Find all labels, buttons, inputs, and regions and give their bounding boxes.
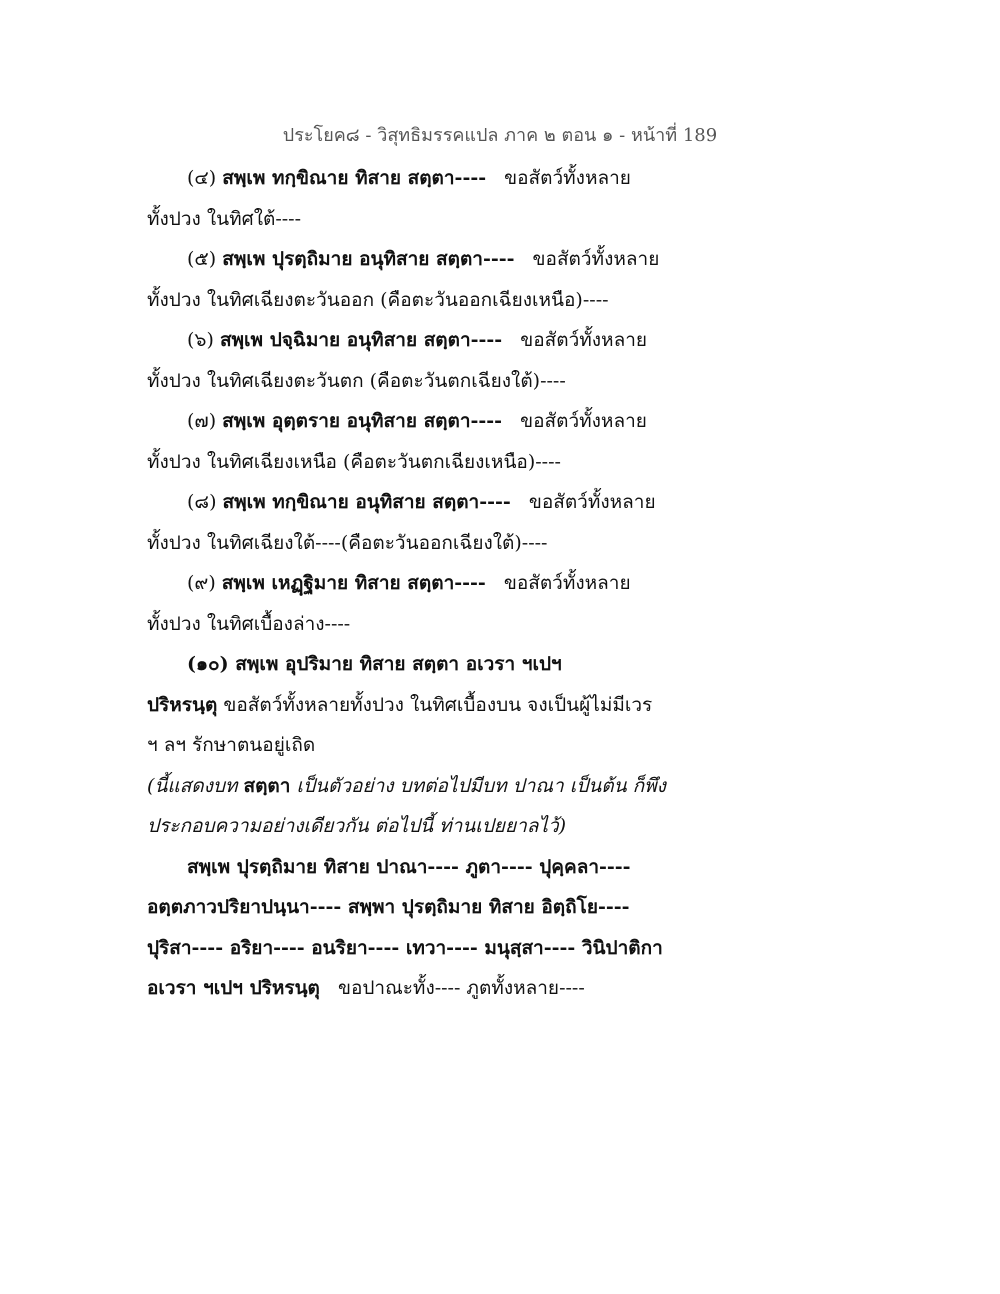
thai-text: ขอปาณะทั้ง---- ภูตทั้งหลาย---- <box>337 977 585 999</box>
item-number: (๕) <box>187 248 217 270</box>
paragraph-6-line-2: ทั้งปวง ในทิศเฉียงตะวันตก (คือตะวันตกเฉียงใต้)---- <box>147 369 566 392</box>
item-number: (๘) <box>187 491 217 513</box>
thai-text: ขอสัตว์ทั้งหลายทั้งปวง ในทิศเบื้องบน จงเป็นผู้ไม่มีเวร <box>223 693 653 716</box>
document-body <box>147 158 707 1009</box>
pali-text: สพฺเพ ปุรตฺถิมาย อนุทิสาย สตฺตา---- <box>222 248 515 270</box>
note-line-2: ประกอบความอย่างเดียวกัน ต่อไปนี้ ท่านเปยยาลไว้) <box>147 815 567 837</box>
paragraph-8-line-2: ทั้งปวง ในทิศเฉียงใต้----(คือตะวันออกเฉียงใต้)---- <box>147 531 548 554</box>
paragraph-6-line-1 <box>147 320 707 361</box>
thai-text: ขอสัตว์ทั้งหลาย <box>503 572 631 594</box>
note-text: (นี้แสดงบท <box>147 774 238 797</box>
thai-text: ขอสัตว์ทั้งหลาย <box>520 410 647 432</box>
paragraph-10-line-1: (๑๐) สพฺเพ อุปริมาย ทิสาย สตฺตา อเวรา ฯเปฯ <box>187 653 562 675</box>
final-line-2: อตฺตภาวปริยาปนฺนา---- สพฺพา ปุรตฺถิมาย ทิสาย อิตฺถิโย---- <box>147 896 630 918</box>
thai-text: ขอสัตว์ทั้งหลาย <box>528 491 656 513</box>
pali-text: สพฺเพ ปจฺฉิมาย อนุทิสาย สตฺตา---- <box>219 329 503 351</box>
final-line-3: ปุริสา---- อริยา---- อนริยา---- เทวา---- มนุสฺสา---- วินิปาติกา <box>147 936 663 959</box>
paragraph-8-line-1 <box>147 482 707 523</box>
item-number: (๔) <box>187 167 217 189</box>
paragraph-5-line-2: ทั้งปวง ในทิศเฉียงตะวันออก (คือตะวันออกเฉียงเหนือ)---- <box>147 288 609 311</box>
item-number: (๖) <box>187 329 214 351</box>
pali-text: สพฺเพ ทกฺขิณาย ทิสาย สตฺตา---- <box>222 167 487 189</box>
pali-text: อเวรา ฯเปฯ ปริหรนฺตุ <box>147 977 320 999</box>
paragraph-4-line-1 <box>147 158 707 199</box>
thai-text: ขอสัตว์ทั้งหลาย <box>504 167 631 189</box>
paragraph-9-line-1 <box>147 563 707 604</box>
paragraph-5-line-1 <box>147 239 707 280</box>
thai-text: ขอสัตว์ทั้งหลาย <box>532 248 660 270</box>
paragraph-4-line-2: ทั้งปวง ในทิศใต้---- <box>147 207 301 230</box>
paragraph-7-line-2: ทั้งปวง ในทิศเฉียงเหนือ (คือตะวันตกเฉียงเหนือ)---- <box>147 450 561 473</box>
pali-text: สพฺเพ อุตฺตราย อนุทิสาย สตฺตา---- <box>222 410 503 432</box>
pali-text: สพฺเพ ทกฺขิณาย อนุทิสาย สตฺตา---- <box>222 491 511 513</box>
item-number: (๗) <box>187 410 217 432</box>
final-line-1: สพฺเพ ปุรตฺถิมาย ทิสาย ปาณา---- ภูตา---- ปุคฺคลา---- <box>187 855 631 878</box>
note-keyword: สตฺตา <box>243 774 291 797</box>
item-number: (๙) <box>187 572 216 594</box>
page-header: ประโยค๘ - วิสุทธิมรรคแปล ภาค ๒ ตอน ๑ - หน้าที่ 189 <box>282 125 718 146</box>
paragraph-10-line-3: ฯ ลฯ รักษาตนอยู่เถิด <box>147 734 316 756</box>
paragraph-7-line-1 <box>147 401 707 442</box>
note-text: เป็นตัวอย่าง บทต่อไปมีบท ปาณา เป็นต้น ก็พึง <box>296 774 666 797</box>
pali-text: สพฺเพ เหฏฺฐิมาย ทิสาย สตฺตา---- <box>221 572 486 594</box>
pali-verb: ปริหรนฺตุ <box>147 693 218 716</box>
final-line-4 <box>147 968 707 1009</box>
note-line-1 <box>147 766 707 807</box>
paragraph-9-line-2: ทั้งปวง ในทิศเบื้องล่าง---- <box>147 612 351 635</box>
paragraph-10-line-2 <box>147 685 707 726</box>
thai-text: ขอสัตว์ทั้งหลาย <box>520 329 648 351</box>
